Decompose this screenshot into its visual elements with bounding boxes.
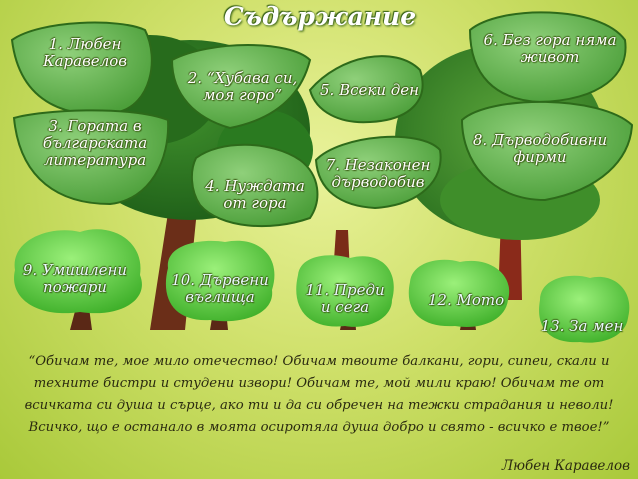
topic-link-6[interactable]: 6. Без гора няма живот (483, 31, 617, 66)
topic-link-9[interactable]: 9. Умишлени пожари (22, 261, 128, 296)
topic-link-8[interactable]: 8. Дърводобивни фирми (472, 131, 608, 166)
topic-link-1[interactable]: 1. Любен Каравелов (42, 35, 128, 70)
topic-link-7[interactable]: 7. Незаконен дърводобив (325, 156, 431, 191)
topic-link-3[interactable]: 3. Гората в българската литература (42, 117, 148, 169)
quote-text: “Обичам те, мое мило отечество! Обичам твоите балкани, гори, сипеи, скали и техните бистри и студени извори! Обичам те, мой мили краю! Обичам те от всичката си душа и сърце, ако ти и да си обречен на тежки страдания и неволи! Всичко, що е останало в моята осиротяла душа добро и свято - всичко е твое!” (24, 354, 614, 435)
topic-link-13[interactable]: 13. За мен (540, 317, 624, 335)
topic-link-10[interactable]: 10. Дървени въглища (171, 271, 269, 306)
topic-link-4[interactable]: 4. Нуждата от гора (205, 177, 305, 212)
quote-author: Любен Каравелов (501, 458, 630, 474)
topic-link-11[interactable]: 11. Преди и сега (305, 281, 385, 316)
topic-link-2[interactable]: 2. “Хубава си, моя горо” (187, 69, 298, 104)
topic-link-12[interactable]: 12. Мото (427, 291, 505, 309)
page-title: Съдържание (223, 2, 417, 31)
topic-link-5[interactable]: 5. Всеки ден (319, 81, 420, 99)
